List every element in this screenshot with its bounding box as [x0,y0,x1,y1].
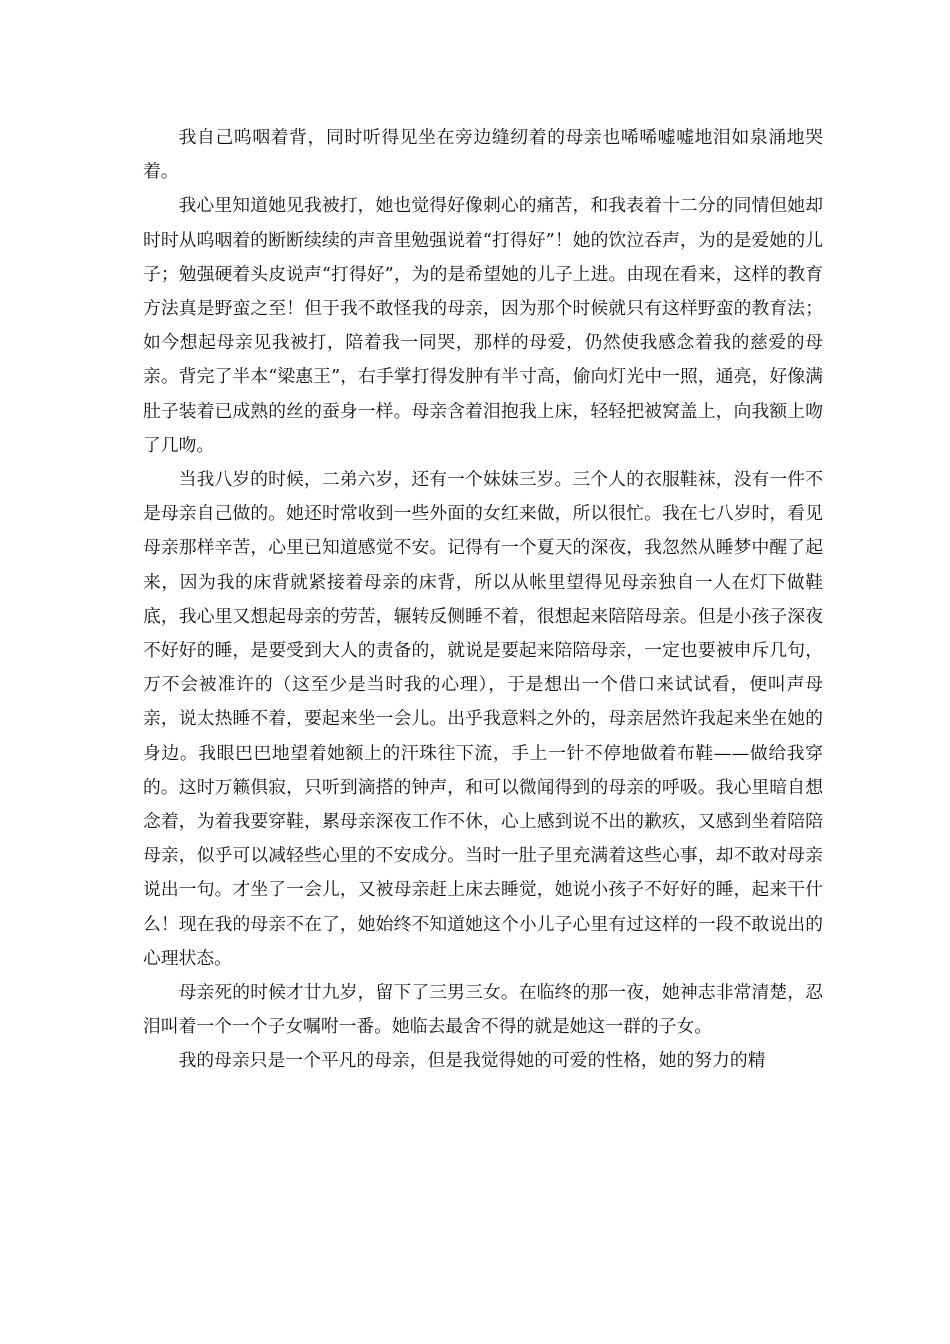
document-page [143,121,823,1079]
paragraph-2: 我心里知道她见我被打，她也觉得好像刺心的痛苦，和我表着十二分的同情但她却时时从呜咽着的断断续续的声音里勉强说着“打得好”！她的饮泣吞声，为的是爱她的儿子；勉强硬着头皮说声“打得好”，为的是希望她的儿子上进。由现在看来，这样的教育方法真是野蛮之至！但于我不敢怪我的母亲，因为那个时候就只有这样野蛮的教育法；如今想起母亲见我被打，陪着我一同哭，那样的母爱，仍然使我感念着我的慈爱的母亲。背完了半本“梁惠王”，右手掌打得发肿有半寸高，偷向灯光中一照，通亮，好像满肚子装着已成熟的丝的蚕身一样。母亲含着泪抱我上床，轻轻把被窝盖上，向我额上吻了几吻。 [143,195,823,456]
paragraph-5: 我的母亲只是一个平凡的母亲，但是我觉得她的可爱的性格，她的努力的精 [178,1050,766,1072]
paragraph-3: 当我八岁的时候，二弟六岁，还有一个妹妹三岁。三个人的衣服鞋袜，没有一件不是母亲自己做的。她还时常收到一些外面的女红来做，所以很忙。我在七八岁时，看见母亲那样辛苦，心里已知道感觉不安。记得有一个夏天的深夜，我忽然从睡梦中醒了起来，因为我的床背就紧接着母亲的床背，所以从帐里望得见母亲独自一人在灯下做鞋底，我心里又想起母亲的劳苦，辗转反侧睡不着，很想起来陪陪母亲。但是小孩子深夜不好好的睡，是要受到大人的责备的，就说是要起来陪陪母亲，一定也要被申斥几句，万不会被准许的（这至少是当时我的心理），于是想出一个借口来试试看，便叫声母亲，说太热睡不着，要起来坐一会儿。出乎我意料之外的，母亲居然许我起来坐在她的身边。我眼巴巴地望着她额上的汗珠往下流，手上一针不停地做着布鞋——做给我穿的。这时万籁俱寂，只听到滴搭的钟声，和可以微闻得到的母亲的呼吸。我心里暗自想念着，为着我要穿鞋，累母亲深夜工作不休，心上感到说不出的歉疚，又感到坐着陪陪母亲，似乎可以减轻些心里的不安成分。当时一肚子里充满着这些心事，却不敢对母亲说出一句。才坐了一会儿，又被母亲赶上床去睡觉，她说小孩子不好好的睡，起来干什么！现在我的母亲不在了，她始终不知道她这个小儿子心里有过这样的一段不敢说出的心理状态。 [143,469,823,969]
paragraph-1: 我自己呜咽着背，同时听得见坐在旁边缝纫着的母亲也唏唏嘘嘘地泪如泉涌地哭着。 [143,127,823,183]
paragraph-4: 母亲死的时候才廿九岁，留下了三男三女。在临终的那一夜，她神志非常清楚，忍泪叫着一个一个子女嘱咐一番。她临去最舍不得的就是她这一群的子女。 [143,982,823,1038]
